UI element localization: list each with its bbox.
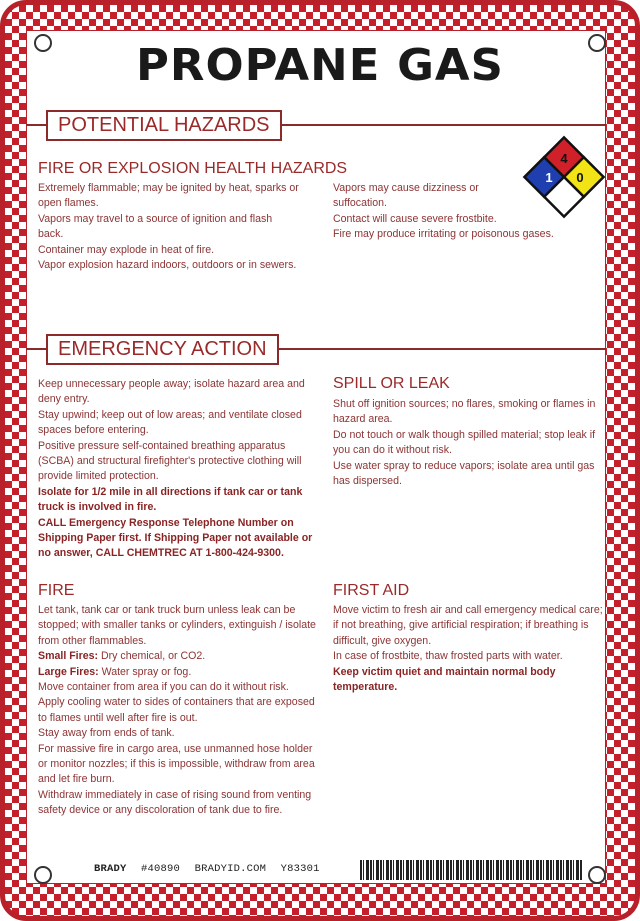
sign-title: PROPANE GAS	[135, 40, 505, 91]
nfpa-health-value: 1	[545, 170, 553, 185]
first-aid-heading: FIRST AID	[333, 582, 410, 599]
nfpa-flammability-value: 4	[560, 151, 568, 166]
footer	[94, 863, 320, 875]
barcode	[360, 860, 582, 880]
spill-leak-heading: SPILL OR LEAK	[333, 375, 450, 392]
emergency-intro	[38, 377, 324, 562]
mounting-hole-bottom-right	[588, 866, 606, 884]
fire-line: Move container from area if you can do it without risk.	[38, 681, 289, 694]
first-aid-text	[333, 603, 605, 695]
hazards-left-column	[38, 181, 300, 273]
fire-heading: FIRE	[38, 582, 75, 599]
first-aid-line: Move victim to fresh air and call emergency medical care; if not breathing, give artificial respiration; if breathing is difficult, give oxygen.	[333, 604, 603, 647]
hazard-line: Fire may produce irritating or poisonous gases.	[333, 228, 554, 241]
emergency-line: Positive pressure self-contained breathing apparatus (SCBA) and structural firefighter's protective clothing will provide limited protection.	[38, 439, 302, 483]
fire-line: Let tank, tank car or tank truck burn unless leak can be stopped; with smaller tanks or cylinders, extinguish / isolate from other flammables.	[38, 604, 316, 647]
fire-health-subheading: FIRE OR EXPLOSION HEALTH HAZARDS	[38, 160, 348, 177]
fire-text	[38, 603, 324, 819]
spill-line: Shut off ignition sources; no flares, smoking or flames in hazard area.	[333, 398, 596, 426]
first-aid-bold-line: Keep victim quiet and maintain normal body temperature.	[333, 665, 556, 694]
fire-line	[38, 665, 324, 680]
hazard-line: Vapor explosion hazard indoors, outdoors or in sewers.	[38, 259, 297, 272]
emergency-line: Stay upwind; keep out of low areas; and ventilate closed spaces before entering.	[38, 408, 302, 437]
fire-line: Withdraw immediately in case of rising sound from venting safety device or any discoloration of tank due to fire.	[38, 788, 312, 817]
potential-hazards-heading: POTENTIAL HAZARDS	[46, 110, 282, 141]
first-aid-line: In case of frostbite, thaw frosted parts with water.	[333, 650, 563, 663]
hazard-line: Container may explode in heat of fire.	[38, 243, 215, 256]
spill-leak-text	[333, 397, 605, 489]
emergency-line: Keep unnecessary people away; isolate hazard area and deny entry.	[38, 378, 305, 406]
fire-line: For massive fire in cargo area, use unmanned hose holder or monitor nozzles; if this is impossible, withdraw from area and let fire burn.	[38, 742, 315, 786]
hazard-line: Vapors may cause dizziness or suffocation.	[333, 182, 479, 210]
product-code: Y83301	[280, 863, 320, 875]
part-number: #40890	[141, 863, 181, 875]
emergency-bold-line: CALL Emergency Response Telephone Number on Shipping Paper first. If Shipping Paper not available or no answer, CALL CHEMTREC AT 1-800-424-9300.	[38, 516, 313, 560]
small-fires-label: Small Fires:	[38, 650, 99, 663]
spill-line: Use water spray to reduce vapors; isolate area until gas has dispersed.	[333, 459, 595, 488]
brand-logo: BRADY	[94, 863, 127, 875]
nfpa-diamond-icon	[522, 135, 606, 219]
hazard-line: Vapors may travel to a source of ignition and flash back.	[38, 212, 273, 241]
emergency-bold-line: Isolate for 1/2 mile in all directions if tank car or tank truck is involved in fire.	[38, 485, 303, 514]
small-fires-text: Dry chemical, or CO2.	[98, 650, 206, 663]
website: BRADYID.COM	[194, 863, 267, 875]
large-fires-text: Water spray or fog.	[98, 665, 192, 678]
fire-line: Stay away from ends of tank.	[38, 727, 175, 740]
fire-line	[38, 649, 324, 664]
spill-line: Do not touch or walk though spilled material; stop leak if you can do it without risk.	[333, 428, 596, 457]
emergency-action-heading: EMERGENCY ACTION	[46, 334, 279, 365]
large-fires-label: Large Fires:	[38, 665, 99, 678]
hazard-line: Contact will cause severe frostbite.	[333, 212, 497, 225]
nfpa-instability-value: 0	[576, 170, 584, 185]
mounting-hole-bottom-left	[34, 866, 52, 884]
fire-line: Apply cooling water to sides of containers that are exposed to flames until well after fire is out.	[38, 696, 315, 724]
hazard-line: Extremely flammable; may be ignited by heat, sparks or open flames.	[38, 182, 299, 210]
